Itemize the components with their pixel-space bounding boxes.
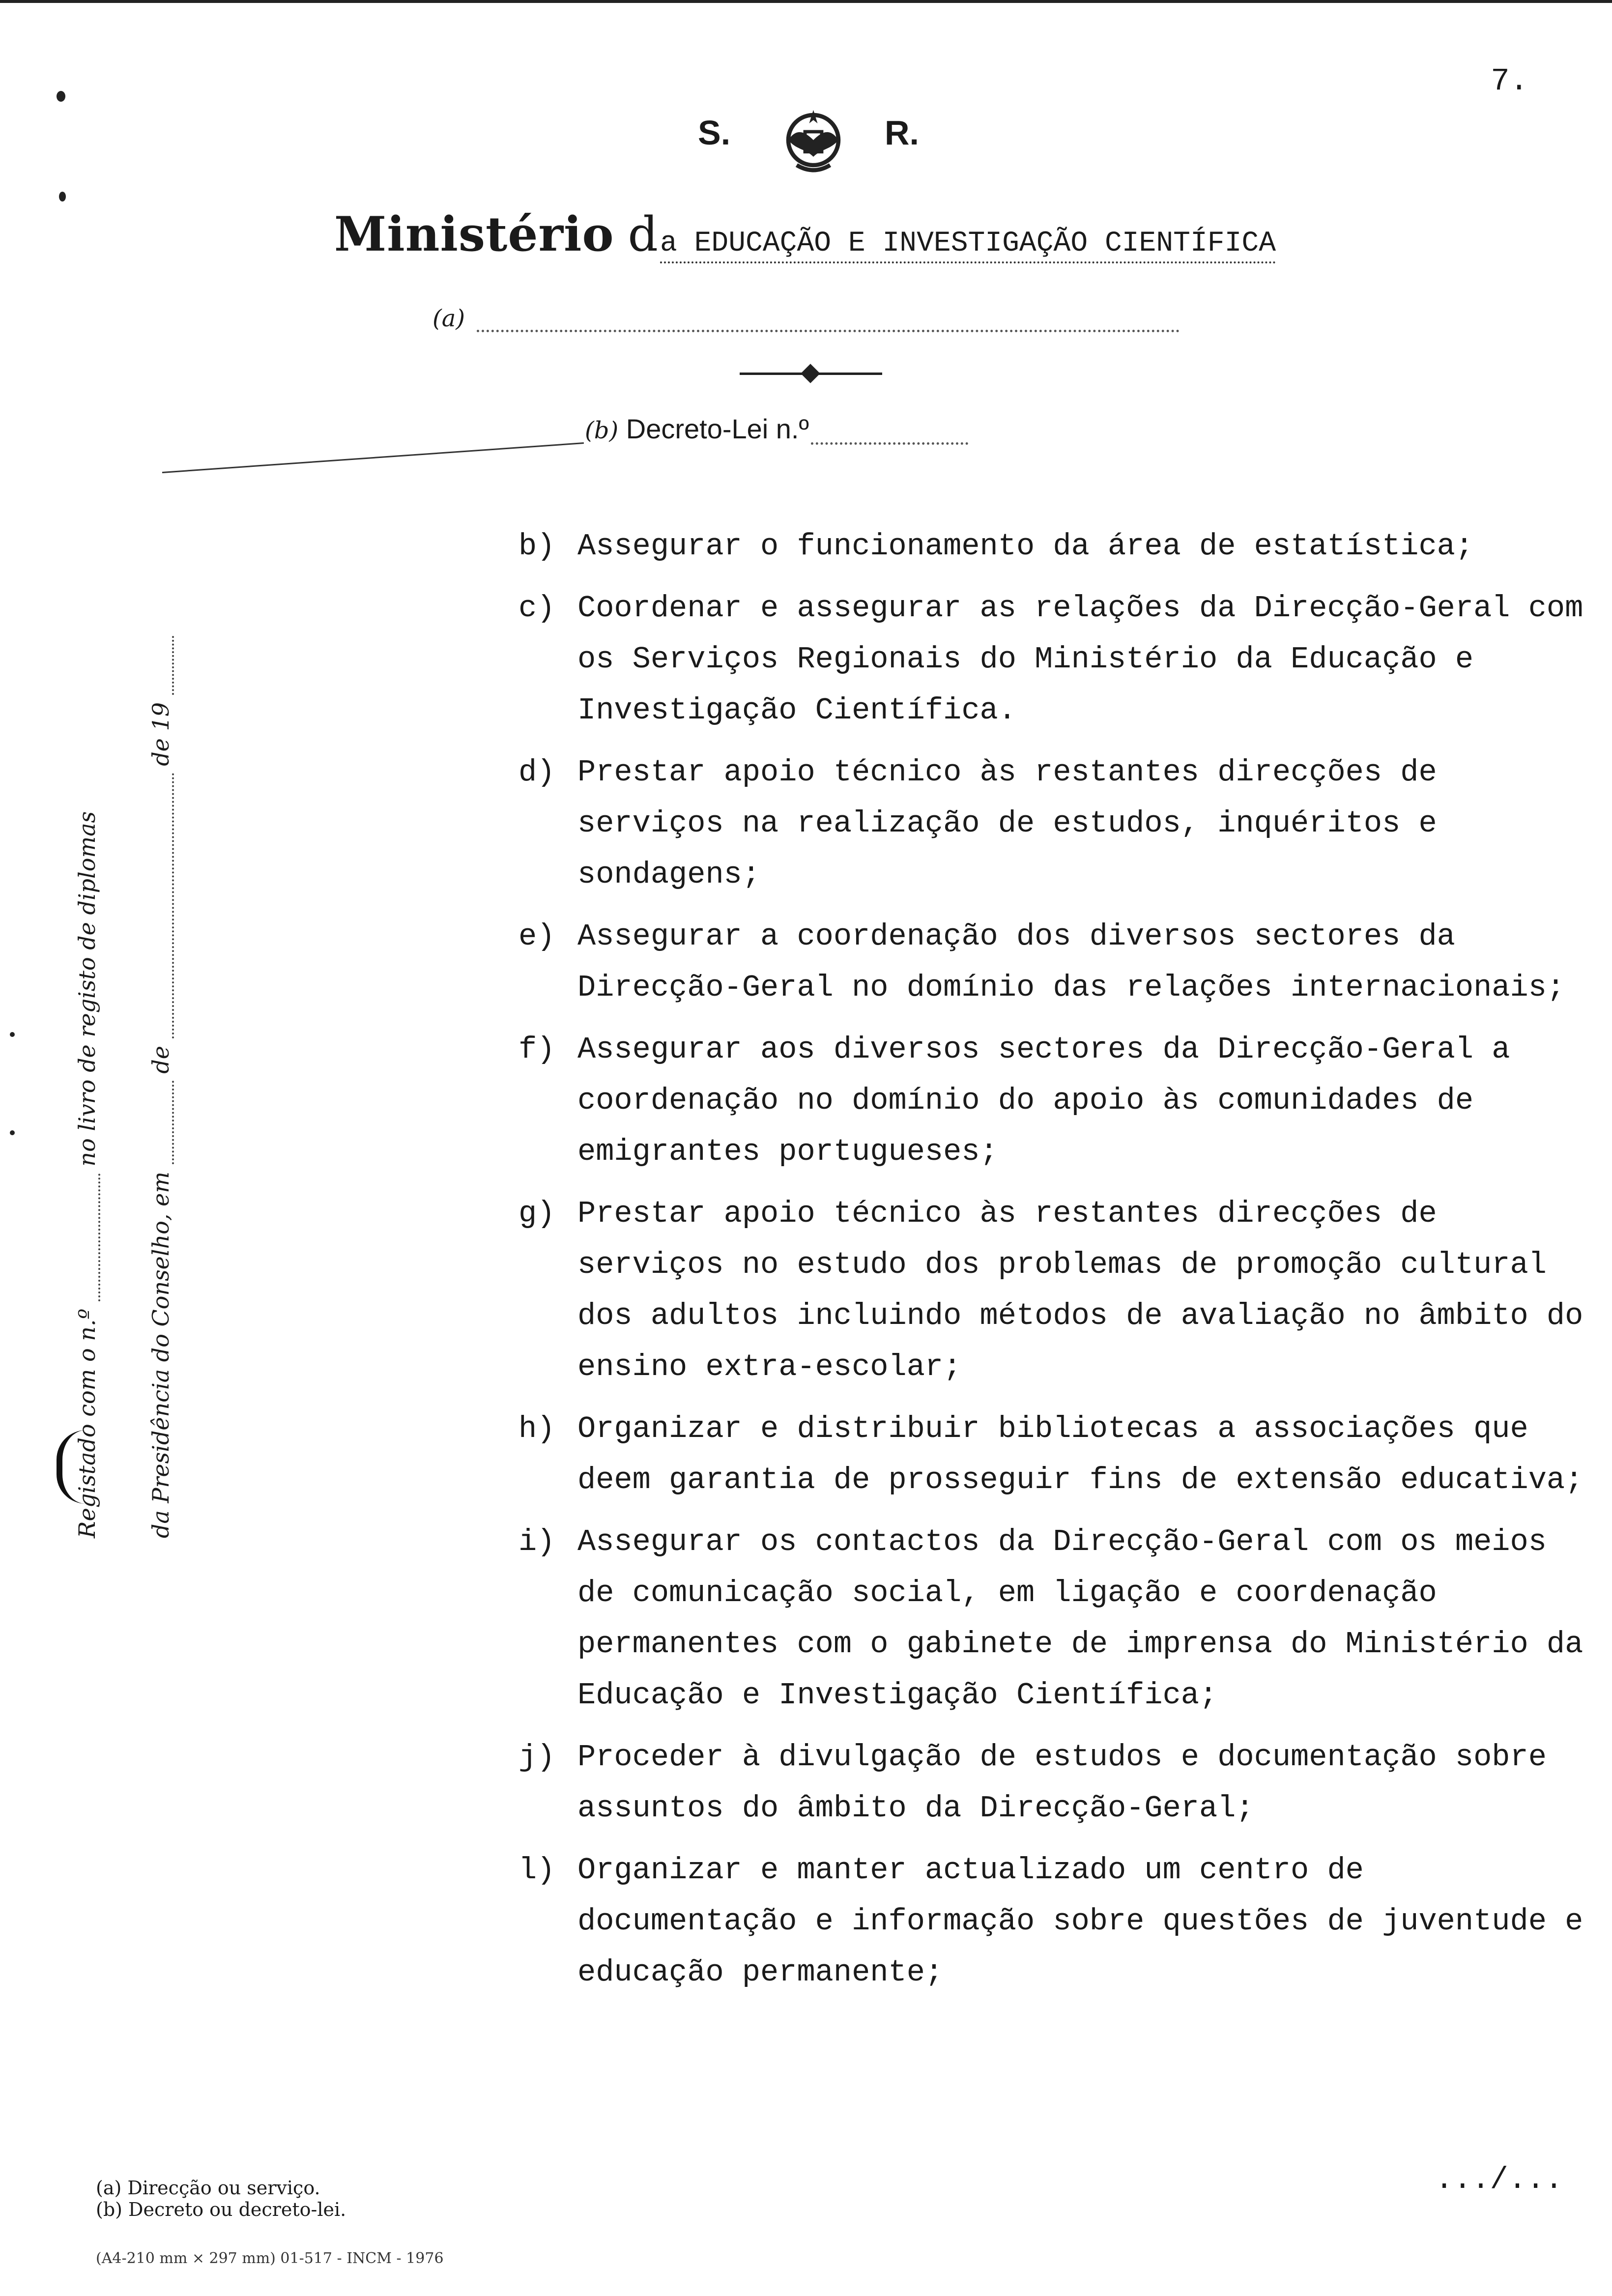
list-item	[518, 583, 1590, 736]
scan-speck	[10, 1032, 15, 1037]
field-a-blank	[477, 315, 1180, 332]
ministry-heading	[334, 206, 1276, 262]
item-text: Assegurar a coordenação dos diversos sectores da Direcção-Geral no domínio das relações internacionais;	[577, 919, 1565, 1005]
r-letter: R.	[885, 114, 919, 152]
footnote-b: (b) Decreto ou decreto-lei.	[96, 2199, 346, 2220]
field-b	[585, 413, 968, 445]
item-text: Assegurar aos diversos sectores da Direcção-Geral a coordenação no domínio do apoio às comunidades de emigrantes portugueses;	[577, 1032, 1510, 1169]
item-text: Prestar apoio técnico às restantes direcções de serviços no estudo dos problemas de promoção cultural dos adultos incluindo métodos de avaliação no âmbito do ensino extra-escolar;	[577, 1196, 1583, 1384]
registry-year-label: de 19	[147, 702, 174, 766]
list-item	[518, 911, 1590, 1013]
page-number: 7.	[1491, 64, 1528, 99]
footnote-a: (a) Direcção ou serviço.	[96, 2177, 320, 2199]
item-letter: e)	[518, 919, 555, 954]
ministry-word: Ministério	[334, 206, 614, 262]
ministry-article: d	[628, 207, 658, 262]
registry-day-blank	[158, 1081, 174, 1164]
top-rule	[0, 0, 1612, 3]
list-item	[518, 747, 1590, 900]
field-b-label: (b)	[585, 417, 619, 444]
underline-stroke	[162, 442, 584, 473]
item-text: Organizar e distribuir bibliotecas a associações que deem garantia de prosseguir fins de extensão educativa;	[577, 1411, 1583, 1497]
ornament-divider	[740, 373, 882, 375]
registry-presidency-label: da Presidência do Conselho, em	[147, 1171, 174, 1538]
ministry-department: a EDUCAÇÃO E INVESTIGAÇÃO CIENTÍFICA	[660, 228, 1276, 263]
list-item	[518, 521, 1590, 572]
footnotes	[96, 2177, 346, 2220]
field-b-blank	[811, 428, 968, 445]
registry-line-2	[147, 636, 174, 1538]
item-letter: g)	[518, 1196, 555, 1231]
registry-de-label: de	[147, 1046, 174, 1074]
registry-line-1	[74, 811, 100, 1538]
list-item	[518, 1404, 1590, 1506]
item-text: Proceder à divulgação de estudos e documentação sobre assuntos do âmbito da Direcção-Geral;	[577, 1740, 1547, 1826]
scan-speck	[10, 1130, 15, 1135]
registry-registered-label: Registado com o n.º	[74, 1308, 100, 1538]
item-letter: j)	[518, 1740, 555, 1775]
print-code: (A4-210 mm × 297 mm) 01-517 - INCM - 1976	[96, 2250, 444, 2267]
list-item	[518, 1517, 1590, 1721]
item-letter: i)	[518, 1524, 555, 1559]
s-letter: S.	[698, 114, 731, 152]
registry-number-blank	[85, 1174, 100, 1301]
field-a	[432, 305, 1180, 332]
decree-label: Decreto-Lei n.º	[626, 413, 809, 444]
list-item	[518, 1188, 1590, 1393]
registry-year-blank	[158, 636, 174, 695]
item-letter: d)	[518, 755, 555, 790]
scan-speck	[59, 192, 66, 201]
item-letter: h)	[518, 1411, 555, 1446]
item-text: Assegurar o funcionamento da área de estatística;	[577, 529, 1474, 564]
registry-book-label: no livro de registo de diplomas	[74, 811, 100, 1167]
item-text: Coordenar e assegurar as relações da Direcção-Geral com os Serviços Regionais do Ministério da Educação e Investigação Científica.	[577, 591, 1583, 728]
item-letter: c)	[518, 591, 555, 626]
item-letter: f)	[518, 1032, 555, 1067]
item-text: Organizar e manter actualizado um centro de documentação e informação sobre questões de juventude e educação permanente;	[577, 1853, 1583, 1990]
list-item	[518, 1024, 1590, 1177]
item-letter: l)	[518, 1853, 555, 1888]
registry-month-blank	[158, 773, 174, 1038]
list-item	[518, 1845, 1590, 1998]
coat-of-arms-icon	[772, 98, 855, 182]
item-text: Assegurar os contactos da Direcção-Geral com os meios de comunicação social, em ligação e coordenação permanentes com o gabinete de imprensa do Ministério da Educação e Investigação Científica;	[577, 1524, 1583, 1713]
item-letter: b)	[518, 529, 555, 564]
item-text: Prestar apoio técnico às restantes direcções de serviços na realização de estudos, inquéritos e sondagens;	[577, 755, 1437, 892]
diamond-ornament-icon	[801, 364, 820, 383]
field-a-label: (a)	[432, 305, 465, 332]
list-item	[518, 1732, 1590, 1834]
continuation-mark: .../...	[1435, 2162, 1563, 2197]
scan-speck	[57, 91, 65, 102]
item-list	[518, 521, 1590, 2009]
